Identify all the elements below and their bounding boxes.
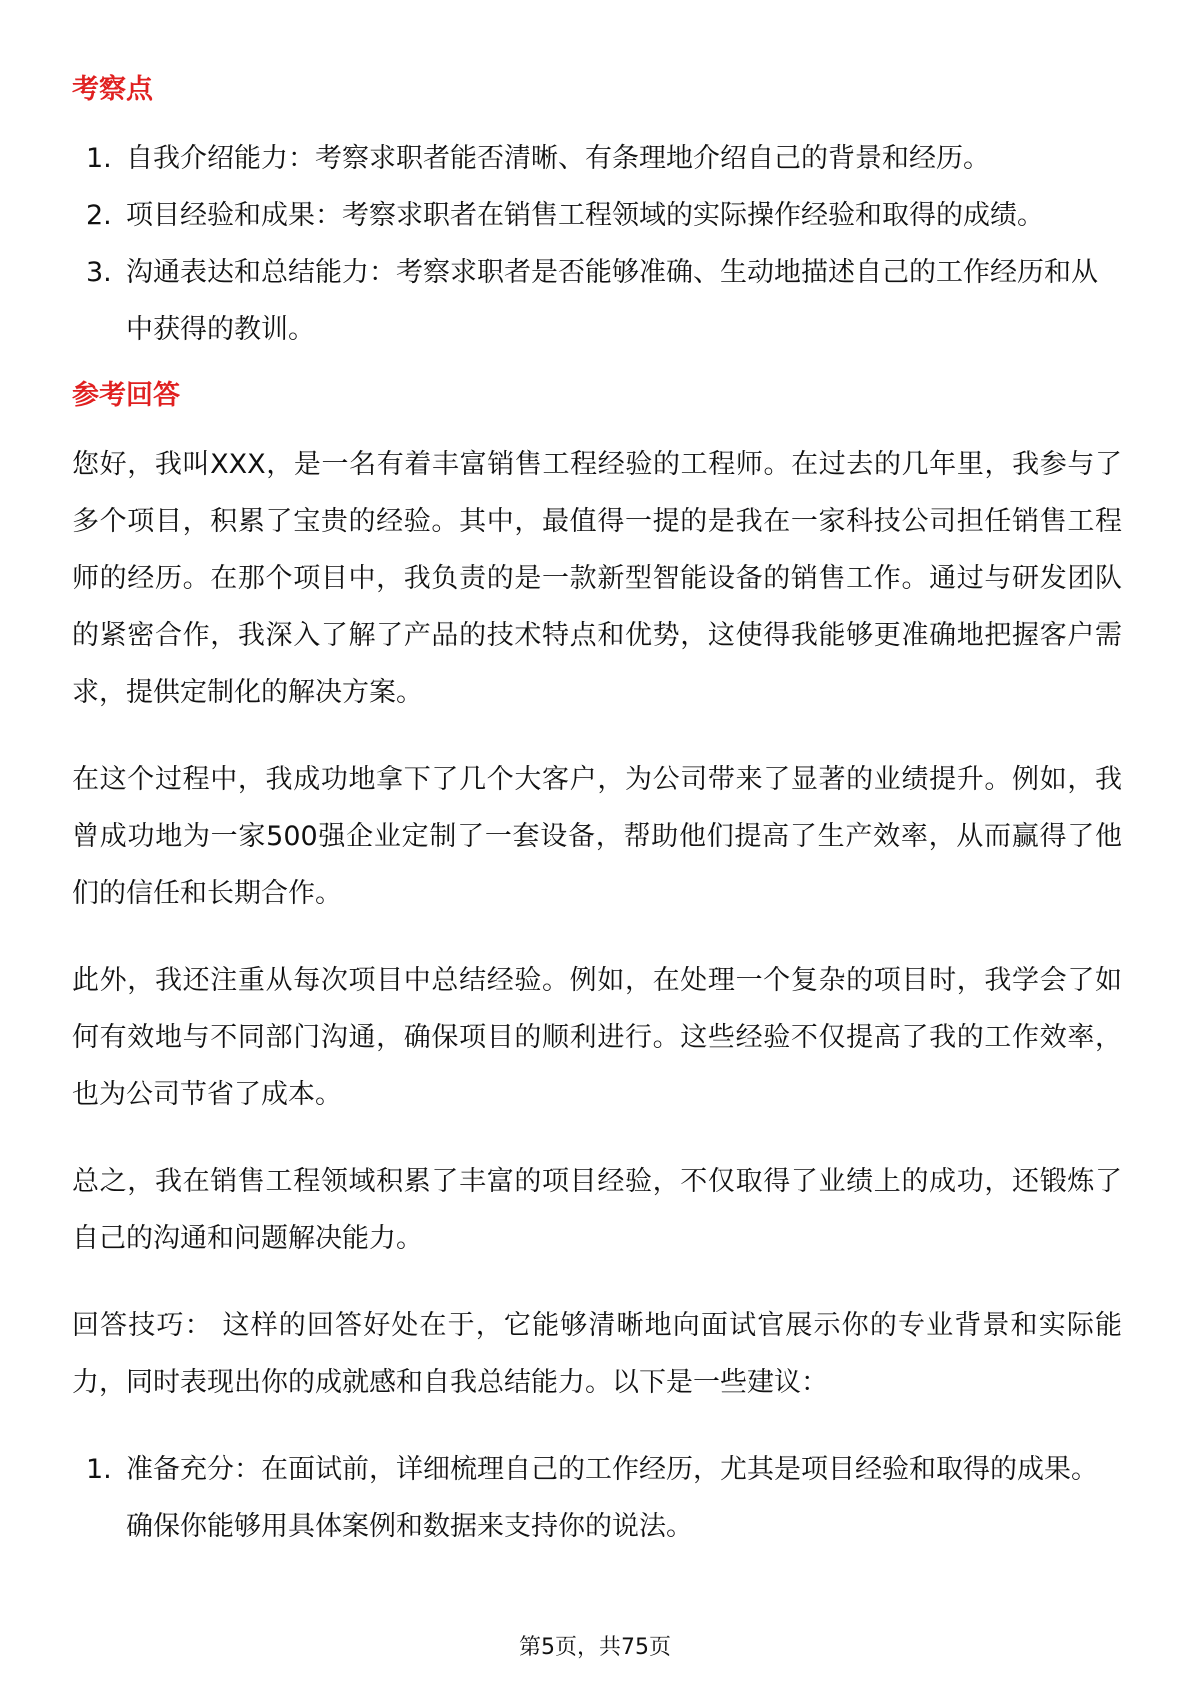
list-item: [72, 187, 1122, 244]
answer-tips-paragraph: 回答技巧： 这样的回答好处在于，它能够清晰地向面试官展示你的专业背景和实际能力，同时表现出你的成就感和自我总结能力。以下是一些建议：: [72, 1310, 1122, 1398]
page-footer: 第5页，共75页: [519, 1635, 671, 1660]
list-item-number: 1.: [86, 1454, 112, 1485]
document-page: [72, 70, 1122, 1573]
tips-list: [72, 1441, 1122, 1555]
list-item-text: 项目经验和成果：考察求职者在销售工程领域的实际操作经验和取得的成绩。: [126, 200, 1044, 231]
list-item: [72, 1441, 1122, 1555]
list-item-text: 自我介绍能力：考察求职者能否清晰、有条理地介绍自己的背景和经历。: [126, 143, 990, 174]
section-heading-reference-answer: 参考回答: [72, 380, 180, 411]
answer-paragraph: 您好，我叫XXX，是一名有着丰富销售工程经验的工程师。在过去的几年里，我参与了多个项目，积累了宝贵的经验。其中，最值得一提的是我在一家科技公司担任销售工程师的经历。在那个项目中，我负责的是一款新型智能设备的销售工作。通过与研发团队的紧密合作，我深入了解了产品的技术特点和优势，这使得我能够更准确地把握客户需求，提供定制化的解决方案。: [72, 449, 1122, 708]
list-item: [72, 130, 1122, 187]
list-item: [72, 244, 1122, 358]
list-item-text: 准备充分：在面试前，详细梳理自己的工作经历，尤其是项目经验和取得的成果。确保你能够用具体案例和数据来支持你的说法。: [126, 1454, 1098, 1542]
list-item-number: 3.: [86, 257, 112, 288]
list-item-number: 1.: [86, 143, 112, 174]
section-heading-exam-points: 考察点: [72, 74, 153, 105]
answer-paragraph: 总之，我在销售工程领域积累了丰富的项目经验，不仅取得了业绩上的成功，还锻炼了自己的沟通和问题解决能力。: [72, 1166, 1122, 1254]
exam-points-list: [72, 130, 1122, 358]
answer-paragraph: 此外，我还注重从每次项目中总结经验。例如，在处理一个复杂的项目时，我学会了如何有效地与不同部门沟通，确保项目的顺利进行。这些经验不仅提高了我的工作效率，也为公司节省了成本。: [72, 965, 1122, 1110]
answer-paragraph: 在这个过程中，我成功地拿下了几个大客户，为公司带来了显著的业绩提升。例如，我曾成功地为一家500强企业定制了一套设备，帮助他们提高了生产效率，从而赢得了他们的信任和长期合作。: [72, 764, 1122, 909]
list-item-number: 2.: [86, 200, 112, 231]
list-item-text: 沟通表达和总结能力：考察求职者是否能够准确、生动地描述自己的工作经历和从中获得的教训。: [126, 257, 1098, 345]
